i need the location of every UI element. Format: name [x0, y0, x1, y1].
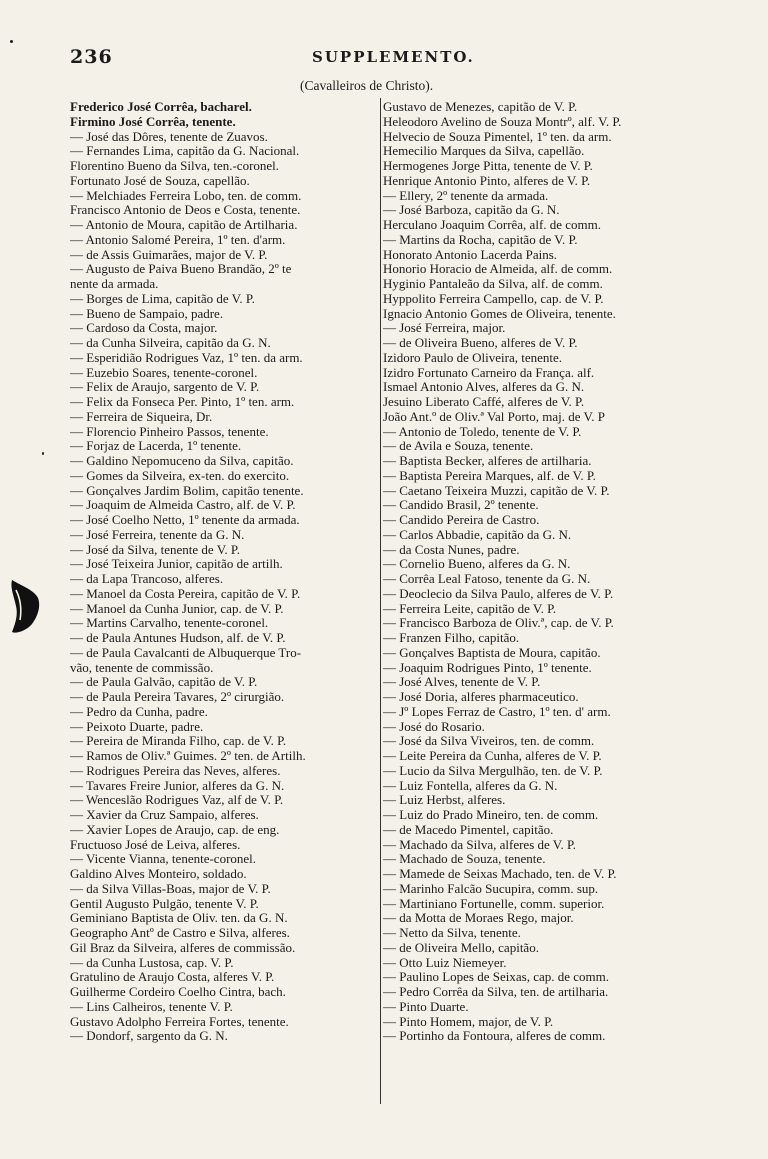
list-item: — da Cunha Silveira, capitão da G. N. — [70, 336, 271, 350]
list-item: — Antonio de Moura, capitão de Artilharia. — [70, 218, 298, 232]
list-item: — de Paula Pereira Tavares, 2º cirurgião. — [70, 690, 285, 704]
list-item: Ignacio Antonio Gomes de Oliveira, tenente. — [383, 306, 616, 321]
list-item: — Joaquim Rodrigues Pinto, 1º tenente. — [383, 660, 592, 675]
list-item: — de Oliveira Mello, capitão. — [383, 940, 539, 955]
list-item: Galdino Alves Monteiro, soldado. — [70, 867, 247, 881]
list-item: Gentil Augusto Pulgão, tenente V. P. — [70, 896, 259, 911]
list-item: — de Paula Antunes Hudson, alf. de V. P. — [70, 631, 286, 645]
list-item: — José da Silva, tenente de V. P. — [70, 542, 240, 557]
list-item: — Luiz Herbst, alferes. — [383, 793, 506, 808]
list-item: — José Doria, alferes pharmaceutico. — [383, 690, 579, 704]
list-item: — Lins Calheiros, tenente V. P. — [70, 999, 233, 1014]
list-item: Izidro Fortunato Carneiro da França. alf. — [383, 365, 595, 380]
list-item: — Peixoto Duarte, padre. — [70, 719, 204, 734]
list-item: Fortunato José de Souza, capellão. — [70, 173, 250, 188]
list-item: Honorio Horacio de Almeida, alf. de comm. — [383, 262, 613, 277]
list-item: — Vicente Vianna, tenente-coronel. — [70, 852, 257, 867]
list-item: — Carlos Abbadie, capitão da G. N. — [383, 527, 572, 542]
list-item: — Bueno de Sampaio, padre. — [70, 306, 224, 321]
list-item: — Marinho Falcão Sucupira, comm. sup. — [383, 881, 599, 896]
list-item: — Florencio Pinheiro Passos, tenente. — [70, 424, 269, 439]
list-item: — Deoclecio da Silva Paulo, alferes de V. P. — [383, 586, 614, 601]
list-item: Gratulino de Araujo Costa, alferes V. P. — [70, 970, 275, 985]
list-item: — Portinho da Fontoura, alferes de comm. — [383, 1029, 606, 1044]
list-item: — Franzen Filho, capitão. — [383, 631, 520, 645]
list-item: Firmino José Corrêa, tenente. — [70, 114, 236, 129]
list-item: — da Silva Villas-Boas, major de V. P. — [70, 881, 271, 896]
list-item: — José Alves, tenente de V. P. — [383, 675, 541, 690]
list-item: — José Barboza, capitão da G. N. — [383, 203, 560, 218]
list-item: Francisco Antonio de Deos e Costa, tenente. — [70, 203, 301, 218]
list-item: Izidoro Paulo de Oliveira, tenente. — [383, 350, 563, 365]
list-item: — de Avila e Souza, tenente. — [383, 439, 534, 454]
list-item: — de Macedo Pimentel, capitão. — [383, 822, 554, 837]
list-item: — Pedro da Cunha, padre. — [70, 704, 208, 719]
list-item: — da Cunha Lustosa, cap. V. P. — [70, 955, 234, 970]
list-item: — Cornelio Bueno, alferes da G. N. — [383, 557, 571, 572]
list-item: — Pinto Homem, major, de V. P. — [383, 1014, 554, 1029]
list-item: — Ferreira de Siqueira, Dr. — [70, 409, 213, 424]
list-item: — Machado da Silva, alferes de V. P. — [383, 837, 577, 852]
list-item: Hyginio Pantaleão da Silva, alf. de comm. — [383, 277, 603, 291]
list-item: Gil Braz da Silveira, alferes de commissão. — [70, 940, 296, 955]
list-item: — Otto Luiz Niemeyer. — [383, 955, 507, 970]
list-item: — Tavares Freire Junior, alferes da G. N. — [70, 778, 285, 793]
list-item: Herculano Joaquim Corrêa, alf. de comm. — [383, 218, 602, 232]
list-item: — Baptista Becker, alferes de artilharia. — [383, 454, 592, 468]
list-item: — Wenceslão Rodrigues Vaz, alf de V. P. — [70, 793, 284, 808]
list-item: — Baptista Pereira Marques, alf. de V. P. — [383, 468, 596, 483]
list-item: — Felix da Fonseca Per. Pinto, 1º ten. arm. — [70, 395, 295, 409]
list-item: — Candido Brasil, 2º tenente. — [383, 498, 539, 513]
list-item: — Felix de Araujo, sargento de V. P. — [70, 380, 260, 395]
list-item: — de Assis Guimarães, major de V. P. — [70, 247, 268, 262]
list-item: — da Motta de Moraes Rego, major. — [383, 911, 574, 926]
list-item: — da Costa Nunes, padre. — [383, 542, 520, 557]
list-item: — Paulino Lopes de Seixas, cap. de comm. — [383, 970, 610, 985]
list-item: — Antonio Salomé Pereira, 1º ten. d'arm. — [70, 232, 286, 247]
right-column — [383, 100, 701, 1140]
list-item: — Fernandes Lima, capitão da G. Nacional. — [70, 144, 300, 159]
list-item: — Joaquim de Almeida Castro, alf. de V. P. — [70, 498, 296, 513]
list-item: — Melchiades Ferreira Lobo, ten. de comm. — [70, 188, 302, 203]
list-item: — de Paula Cavalcanti de Albuquerque Tro- — [70, 645, 302, 660]
list-item: — Antonio de Toledo, tenente de V. P. — [383, 424, 582, 439]
column-divider — [380, 98, 381, 1104]
list-item: Gustavo Adolpho Ferreira Fortes, tenente. — [70, 1014, 289, 1029]
list-item: — Manoel da Cunha Junior, cap. de V. P. — [70, 601, 284, 616]
list-item: Helvecio de Souza Pimentel, 1º ten. da arm. — [383, 129, 612, 144]
list-item: — Jº Lopes Ferraz de Castro, 1º ten. d' arm. — [383, 704, 611, 719]
list-item: Heleodoro Avelino de Souza Montrº, alf. V. P. — [383, 114, 622, 129]
page-number: 236 — [70, 46, 113, 68]
list-item: — Netto da Silva, tenente. — [383, 926, 521, 940]
list-item: — de Paula Galvão, capitão de V. P. — [70, 675, 258, 690]
list-item: — Euzebio Soares, tenente-coronel. — [70, 365, 258, 380]
list-item: — Machado de Souza, tenente. — [383, 852, 546, 867]
left-column — [70, 100, 380, 1140]
list-item: — Pereira de Miranda Filho, cap. de V. P. — [70, 734, 287, 749]
list-item: — Leite Pereira da Cunha, alferes de V. P. — [383, 749, 602, 763]
list-item: — Martins Carvalho, tenente-coronel. — [70, 616, 269, 631]
list-item: — Forjaz de Lacerda, 1º tenente. — [70, 439, 242, 454]
list-item: — Pedro Corrêa da Silva, ten. de artilharia. — [383, 985, 609, 999]
list-item: — Borges de Lima, capitão de V. P. — [70, 291, 255, 306]
list-item: — de Oliveira Bueno, alferes de V. P. — [383, 336, 578, 350]
list-item: — Ellery, 2º tenente da armada. — [383, 188, 549, 203]
list-item: — Caetano Teixeira Muzzi, capitão de V. P. — [383, 483, 610, 498]
list-item: Geminiano Baptista de Oliv. ten. da G. N. — [70, 911, 288, 926]
list-item: Geographo Antº de Castro e Silva, alferes. — [70, 926, 290, 940]
list-item: — Francisco Barboza de Oliv.ª, cap. de V. P. — [383, 616, 614, 631]
list-item: Henrique Antonio Pinto, alferes de V. P. — [383, 173, 591, 188]
list-item: — Cardoso da Costa, major. — [70, 321, 218, 336]
list-item: Florentino Bueno da Silva, ten.-coronel. — [70, 159, 280, 173]
running-head: SUPPLEMENTO. — [312, 48, 475, 66]
list-item: — Ramos de Oliv.ª Guimes. 2º ten. de Artilh. — [70, 749, 306, 763]
list-item: Hemecilio Marques da Silva, capellão. — [383, 144, 585, 159]
list-item: — Martiniano Fortunelle, comm. superior. — [383, 896, 605, 911]
list-item: — Pinto Duarte. — [383, 999, 469, 1014]
list-item: Ismael Antonio Alves, alferes da G. N. — [383, 380, 585, 395]
list-item: — Gonçalves Baptista de Moura, capitão. — [383, 645, 601, 660]
list-item: João Ant.º de Oliv.ª Val Porto, maj. de V. P — [383, 409, 606, 424]
list-item: Jesuino Liberato Caffé, alferes de V. P. — [383, 395, 585, 409]
list-item: — Gonçalves Jardim Bolim, capitão tenente. — [70, 483, 304, 498]
list-item: — José Coelho Netto, 1º tenente da armada. — [70, 513, 300, 527]
list-item: — Dondorf, sargento da G. N. — [70, 1029, 228, 1044]
ink-blot-decoration — [8, 576, 42, 636]
section-subtitle: (Cavalleiros de Christo). — [300, 78, 434, 93]
list-item: — Rodrigues Pereira das Neves, alferes. — [70, 763, 281, 778]
list-item: — José das Dôres, tenente de Zuavos. — [70, 129, 268, 144]
list-item: Honorato Antonio Lacerda Pains. — [383, 247, 558, 262]
list-item: Frederico José Corrêa, bacharel. — [70, 100, 252, 114]
list-item: — Luiz Fontella, alferes da G. N. — [383, 778, 558, 793]
list-item: — Gomes da Silveira, ex-ten. do exercito. — [70, 468, 290, 483]
list-item: — José Ferreira, tenente da G. N. — [70, 527, 245, 542]
list-item: Hermogenes Jorge Pitta, tenente de V. P. — [383, 159, 593, 173]
list-item: Guilherme Cordeiro Coelho Cintra, bach. — [70, 985, 286, 999]
list-item: — José do Rosario. — [383, 719, 485, 734]
list-item: — Augusto de Paiva Bueno Brandão, 2º te — [70, 262, 292, 277]
list-item: — José da Silva Viveiros, ten. de comm. — [383, 734, 595, 749]
list-item: Fructuoso José de Leiva, alferes. — [70, 837, 241, 852]
list-item: — Corrêa Leal Fatoso, tenente da G. N. — [383, 572, 591, 586]
list-item: — Esperidião Rodrigues Vaz, 1º ten. da arm. — [70, 350, 303, 365]
list-item: — José Ferreira, major. — [383, 321, 506, 336]
list-item: Gustavo de Menezes, capitão de V. P. — [383, 100, 578, 114]
list-item: vão, tenente de commissão. — [70, 660, 214, 675]
list-item: — Mamede de Seixas Machado, ten. de V. P. — [383, 867, 617, 881]
list-item: — da Lapa Trancoso, alferes. — [70, 572, 224, 586]
list-item: — Galdino Nepomuceno da Silva, capitão. — [70, 454, 294, 468]
list-item: Hyppolito Ferreira Campello, cap. de V. P. — [383, 291, 604, 306]
page-header — [70, 46, 475, 72]
list-item: — Candido Pereira de Castro. — [383, 513, 540, 527]
list-item: — Manoel da Costa Pereira, capitão de V. P. — [70, 586, 301, 601]
list-item: — Xavier da Cruz Sampaio, alferes. — [70, 808, 259, 822]
list-item: — Xavier Lopes de Araujo, cap. de eng. — [70, 822, 280, 837]
list-item: — Lucio da Silva Mergulhão, ten. de V. P. — [383, 763, 603, 778]
list-item: nente da armada. — [70, 277, 159, 291]
list-item: — Martins da Rocha, capitão de V. P. — [383, 232, 578, 247]
list-item: — Luiz do Prado Mineiro, ten. de comm. — [383, 808, 599, 822]
list-item: — José Teixeira Junior, capitão de artilh. — [70, 557, 283, 572]
list-item: — Ferreira Leite, capitão de V. P. — [383, 601, 557, 616]
